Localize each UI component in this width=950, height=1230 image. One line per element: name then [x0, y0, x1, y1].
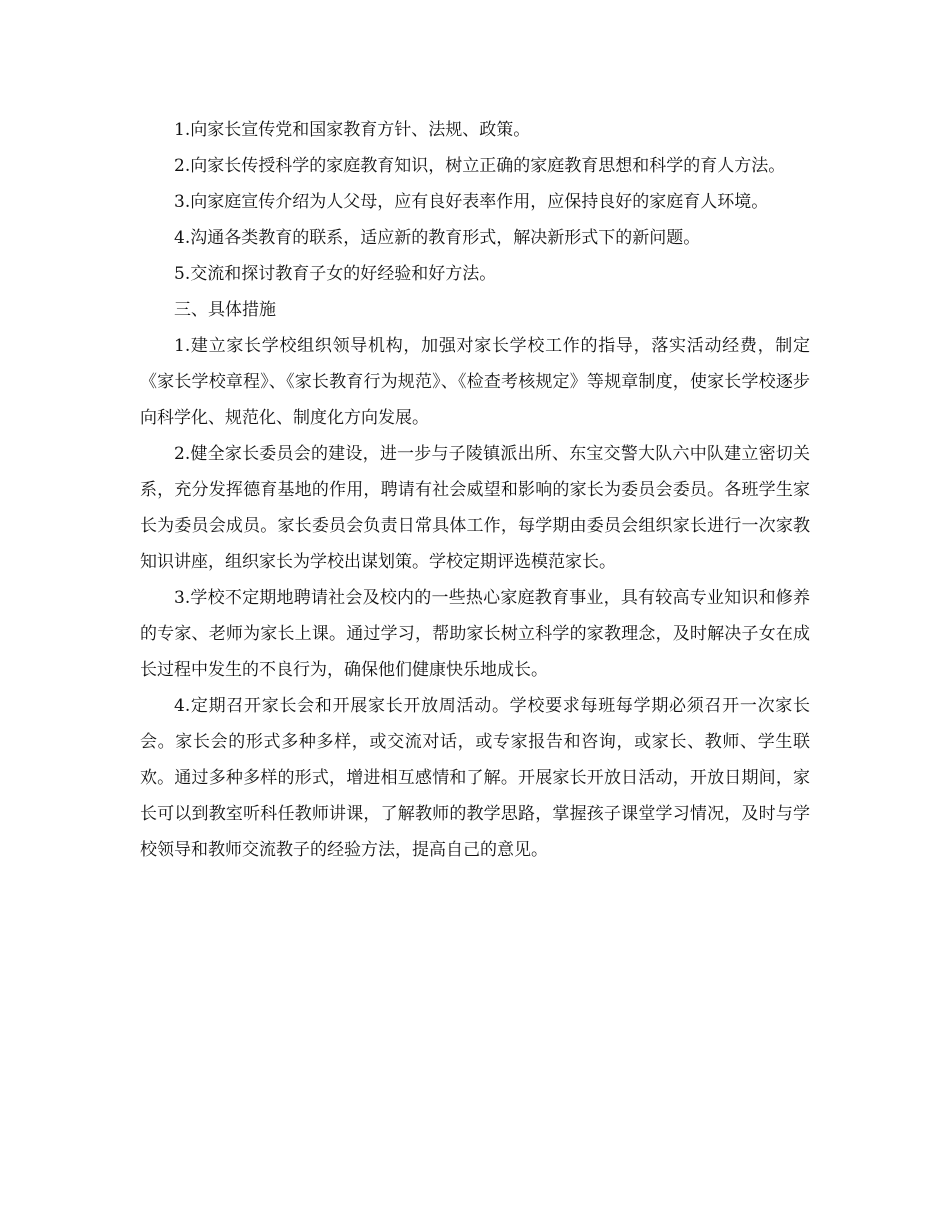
- section-heading-measures: 三、具体措施: [174, 300, 276, 320]
- paragraph-measure-4: 4.定期召开家长会和开展家长开放周活动。学校要求每班每学期必须召开一次家长会。家长会的形式多种多样，或交流对话，或专家报告和咨询，或家长、教师、学生联欢。通过多种多样的形式，增进相互感情和了解。开展家长开放日活动，开放日期间，家长可以到教室听科任教师讲课，了解教师的教学思路，掌握孩子课堂学习情况，及时与学校领导和教师交流教子的经验方法，提高自己的意见。: [140, 696, 810, 860]
- paragraph-goal-4: 4.沟通各类教育的联系，适应新的教育形式，解决新形式下的新问题。: [174, 228, 701, 248]
- paragraph-measure-3: 3.学校不定期地聘请社会及校内的一些热心家庭教育事业，具有较高专业知识和修养的专家、老师为家长上课。通过学习，帮助家长树立科学的家教理念，及时解决子女在成长过程中发生的不良行为，确保他们健康快乐地成长。: [140, 588, 810, 680]
- paragraph-goal-5: 5.交流和探讨教育子女的好经验和好方法。: [174, 264, 497, 284]
- paragraph-goal-3: 3.向家庭宣传介绍为人父母，应有良好表率作用，应保持良好的家庭育人环境。: [174, 192, 769, 212]
- paragraph-measure-2: 2.健全家长委员会的建设，进一步与子陵镇派出所、东宝交警大队六中队建立密切关系，充分发挥德育基地的作用，聘请有社会威望和影响的家长为委员会委员。各班学生家长为委员会成员。家长委员会负责日常具体工作，每学期由委员会组织家长进行一次家教知识讲座，组织家长为学校出谋划策。学校定期评选模范家长。: [140, 444, 810, 572]
- paragraph-measure-1: 1.建立家长学校组织领导机构，加强对家长学校工作的指导，落实活动经费，制定《家长学校章程》、《家长教育行为规范》、《检查考核规定》等规章制度，使家长学校逐步向科学化、规范化、制度化方向发展。: [140, 336, 810, 428]
- document-body: [140, 112, 810, 868]
- paragraph-goal-1: 1.向家长宣传党和国家教育方针、法规、政策。: [174, 120, 531, 140]
- paragraph-goal-2: 2.向家长传授科学的家庭教育知识，树立正确的家庭教育思想和科学的育人方法。: [174, 156, 786, 176]
